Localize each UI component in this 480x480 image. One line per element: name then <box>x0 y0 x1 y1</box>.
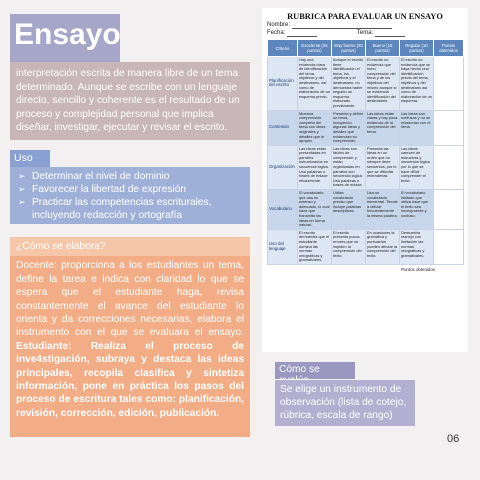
table-cell: El escrito demuestra que el estudiante domina las normas ortográficas y gramaticales. <box>298 229 332 264</box>
table-cell: Utiliza vocabulario preciso que incluye palabras descriptivas. <box>332 190 366 230</box>
rubric-name-line: Nombre: <box>267 21 463 29</box>
column-header: Criterio <box>268 40 298 57</box>
table-cell: Usa un vocabulario elemental. Tiende a utilizar frecuentemente la misma palabra. <box>366 190 400 230</box>
elaboracion-docente: Docente: proporciona a los estudiantes un tema, define la tarea e indica con claridad lo que se espera que el estudiante haga, revisa constantemente el avance del estudiante lo orienta y da correcciones necesarias, elabora el instrumento con el que se evaluara el ensayo. <box>16 260 244 339</box>
rubric-table <box>267 39 464 265</box>
table-cell: Las ideas carecen de estructura y secuencia lógica por lo que se hace difícil comprender el texto. <box>400 145 434 189</box>
uso-heading: Uso <box>10 150 50 167</box>
table-cell: El vocabulario que usa es extenso y adecuado, lo cual hace que transmita las ideas en forma natural. <box>298 190 332 230</box>
rubric-image <box>262 8 468 352</box>
criterion-cell: Vocabulario <box>268 190 298 230</box>
table-cell: El vocabulario limitado que utiliza hace que el texto sea incongruente y confuso. <box>400 190 434 230</box>
page-number: 06 <box>447 433 460 445</box>
table-row <box>268 110 464 145</box>
table-cell: Aunque el escrito tiene identificación el tema, los objetivos y el destinatario, no demuestra haber seguido un esquema elaborado previamente. <box>332 57 366 111</box>
points-cell <box>434 57 464 111</box>
uso-list <box>18 170 242 222</box>
points-cell <box>434 145 464 189</box>
table-cell: Presenta las ideas en un orden que no siempre tiene secuencia, por lo que se dificulta entenderlas. <box>366 145 400 189</box>
rubric-title: RUBRICA PARA EVALUAR UN ENSAYO <box>287 12 443 21</box>
points-cell <box>434 190 464 230</box>
column-header: Puntos obtenidos <box>434 40 464 57</box>
list-item: ➢ Practicar las competencias escriturales, incluyendo redacción y ortografía <box>18 196 242 222</box>
points-cell <box>434 229 464 264</box>
table-row <box>268 145 464 189</box>
points-cell <box>434 110 464 145</box>
page-title: Ensayo <box>14 18 121 51</box>
list-item: ➢ Favorecer la libertad de expresión <box>18 183 242 196</box>
criterion-cell: Organización <box>268 145 298 189</box>
criterion-cell: Uso del lenguaje <box>268 229 298 264</box>
rubric-date-line: Fecha: Tema: <box>267 29 463 37</box>
table-cell: Demuestra manejo con limitación las normas ortográficas y gramaticales. <box>400 229 434 264</box>
table-cell: Hay una evidencia clara de identificación del tema, objetivos y del destinatario, así como de elaboración de un esquema previo. <box>298 57 332 111</box>
criterion-cell: Contenido <box>268 110 298 145</box>
table-cell: El escrito presenta pocos errores que no impiden la comprensión del texto. <box>332 229 366 264</box>
table-row <box>268 190 464 230</box>
table-cell: En ocasiones la gramática y puntuación pueden afectar la comprensión del texto. <box>366 229 400 264</box>
table-row <box>268 229 464 264</box>
table-cell: El escrito no evidencia que se haya hecho una identificación previa del tema, objetivos y del destinatario así como de elaboración de un esquema. <box>400 57 434 111</box>
column-header: Regular (10 puntos) <box>400 40 434 57</box>
table-cell: Presenta y define un tema, incluyendo algunas ideas y detalles que evidencian su comprensión. <box>332 110 366 145</box>
elaboracion-panel <box>10 237 250 437</box>
table-cell: Las ideas están claras y hay poca evidencia de la comprensión del tema. <box>366 110 400 145</box>
intro-text: interpretación escrita de manera libre de un tema determinado. Aunque se escribe con un lenguaje directo, sencillo y coherente es el resultado de un proceso y complejidad personal que implica diseñar, investigar, ejecutar y revisar el escrito. <box>10 62 250 140</box>
table-cell: Muestra comprensión completa del tema con ideas originales y detalles que le apoyan. <box>298 110 332 145</box>
column-header: Bueno (15 puntos) <box>366 40 400 57</box>
table-row <box>268 57 464 111</box>
elaboracion-heading: ¿Cómo se elabora? <box>10 237 250 256</box>
table-cell: Las ideas están presentadas en párrafos estructurados en secuencia lógica. Usa palabras o frases de enlace eficazmente. <box>298 145 332 189</box>
table-cell: Las ideas son fáciles de comprender y están organizadas en párrafos con secuencia lógica. Usa palabras o frases de enlace. <box>332 145 366 189</box>
uso-panel <box>10 167 250 224</box>
evaluacion-heading: Cómo se <box>275 362 355 379</box>
rubric-footer: Puntos obtenidos <box>401 266 435 272</box>
evaluacion-text: Se elige un instrumento de observación (lista de cotejo, rúbrica, escala de rango) <box>275 380 415 426</box>
table-cell: El escrito no evidencia que hubo comprensión del tema y de los objetivos del mismo aunque sí se evidencia identificación del destinatario. <box>366 57 400 111</box>
column-header: Muy bueno (20 puntos) <box>332 40 366 57</box>
list-item: ➢ Determinar el nivel de dominio <box>18 170 242 183</box>
table-cell: Las ideas son confusas y no se relacionan con el tema. <box>400 110 434 145</box>
column-header: Excelente (25 puntos) <box>298 40 332 57</box>
elaboracion-estudiante: Estudiante: Realiza el proceso de inve4stigación, subraya y destaca las ideas principales, recopila clasifica y sintetiza información, pone en práctica los pasos del proceso de escritura tales como: planificación, revisión, corrección, edición, publicación. <box>16 340 244 419</box>
criterion-cell: Planificación del escrito <box>268 57 298 111</box>
